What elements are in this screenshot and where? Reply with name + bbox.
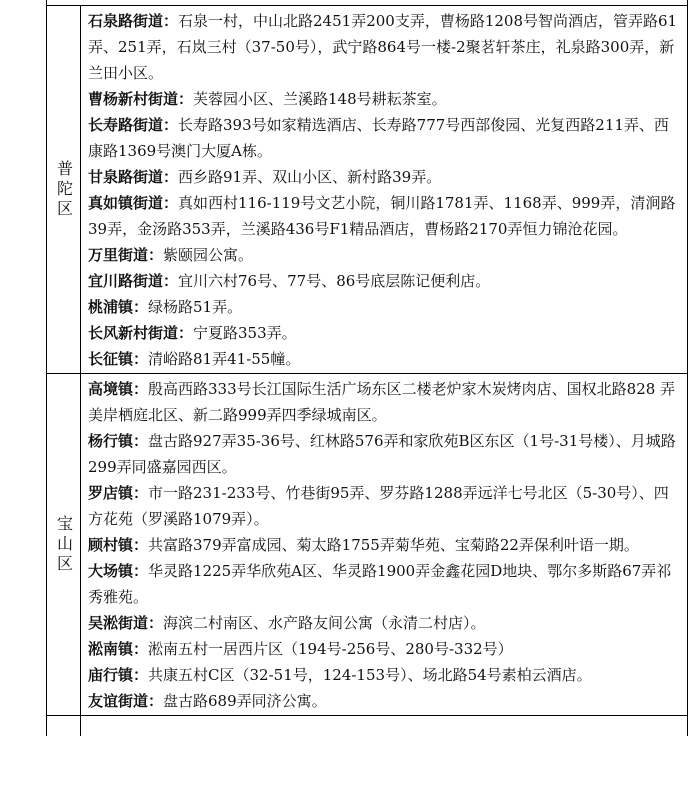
street-locations: 盘古路689弄同济公寓。	[163, 692, 327, 710]
street-locations: 市一路231-233号、竹巷街95弄、罗芬路1288弄远洋七号北区（5-30号）、四方花苑（罗溪路1079弄）。	[88, 484, 669, 528]
street-locations: 殷高西路333号长江国际生活广场东区二楼老炉家木炭烤肉店、国权北路828 弄美岸栖庭北区、新二路999弄四季绿城南区。	[88, 380, 676, 424]
street-label: 万里街道：	[88, 246, 164, 264]
district-cell	[47, 716, 81, 736]
street-entry	[88, 346, 681, 372]
street-locations: 共富路379弄富成园、菊太路1755弄菊华苑、宝菊路22弄保利叶语一期。	[148, 536, 639, 554]
street-locations: 华灵路1225弄华欣苑A区、华灵路1900弄金鑫花园D地块、鄂尔多斯路67弄祁秀雅苑。	[88, 562, 672, 606]
street-entry	[88, 112, 681, 164]
street-locations: 清峪路81弄41-55幢。	[148, 350, 301, 368]
street-entry	[88, 86, 681, 112]
street-locations: 共康五村C区（32-51号，124-153号）、场北路54号素柏云酒店。	[148, 666, 592, 684]
street-label: 淞南镇：	[88, 640, 149, 658]
street-label: 曹杨新村街道：	[88, 90, 194, 108]
street-entry	[88, 294, 681, 320]
street-entry	[88, 164, 681, 190]
street-entry	[88, 376, 681, 428]
street-locations: 宁夏路353弄。	[193, 324, 297, 342]
street-entry	[88, 532, 681, 558]
street-entry	[88, 242, 681, 268]
street-entry	[88, 190, 681, 242]
street-locations: 芙蓉园小区、兰溪路148号耕耘茶室。	[193, 90, 447, 108]
street-entry	[88, 480, 681, 532]
district-content	[81, 6, 687, 373]
street-label: 庙行镇：	[88, 666, 149, 684]
street-entry	[88, 268, 681, 294]
district-name: 宝山区	[54, 514, 74, 575]
street-entry	[88, 558, 681, 610]
street-locations: 石泉一村，中山北路2451弄200支弄，曹杨路1208号智尚酒店，管弄路61弄、251弄，石岚三村（37-50号），武宁路864号一楼-2聚茗轩茶庄，礼泉路300弄，新兰田小区。	[88, 12, 678, 82]
district-content	[81, 374, 687, 715]
street-label: 甘泉路街道：	[88, 168, 179, 186]
street-locations: 绿杨路51弄。	[148, 298, 243, 316]
street-locations: 海滨二村南区、水产路友间公寓（永清二村店）。	[163, 614, 486, 632]
street-locations: 真如西村116-119号文艺小院，铜川路1781弄、1168弄、999弄，清涧路39弄，金汤路353弄，兰溪路436号F1精品酒店，曹杨路2170弄恒力锦沧花园。	[88, 194, 676, 238]
street-entry	[88, 320, 681, 346]
next-row-partial	[47, 716, 687, 736]
street-locations: 西乡路91弄、双山小区、新村路39弄。	[178, 168, 442, 186]
street-label: 吴淞街道：	[88, 614, 164, 632]
street-label: 高境镇：	[88, 380, 149, 398]
street-entry	[88, 636, 681, 662]
street-label: 长征镇：	[88, 350, 149, 368]
street-label: 顾村镇：	[88, 536, 149, 554]
district-name: 普陀区	[54, 159, 74, 220]
street-label: 友谊街道：	[88, 692, 164, 710]
district-row	[47, 374, 687, 716]
street-entry	[88, 8, 681, 86]
street-locations: 长寿路393号如家精选酒店、长寿路777号西部俊园、光复西路211弄、西康路1369号澳门大厦A栋。	[88, 116, 669, 160]
street-entry	[88, 662, 681, 688]
street-label: 长寿路街道：	[88, 116, 179, 134]
street-locations: 淞南五村一居西片区（194号-256号、280号-332号）	[148, 640, 513, 658]
district-cell	[47, 6, 81, 373]
street-label: 真如镇街道：	[88, 194, 179, 212]
street-label: 罗店镇：	[88, 484, 149, 502]
street-label: 长风新村街道：	[88, 324, 194, 342]
street-entry	[88, 688, 681, 714]
district-row	[47, 5, 687, 374]
district-cell	[47, 374, 81, 715]
street-locations: 盘古路927弄35-36号、红林路576弄和家欣苑B区东区（1号-31号楼）、月城路299弄同盛嘉园西区。	[88, 432, 676, 476]
street-locations: 宜川六村76号、77号、86号底层陈记便利店。	[178, 272, 491, 290]
district-table	[46, 0, 688, 736]
street-label: 宜川路街道：	[88, 272, 179, 290]
street-locations: 紫颐园公寓。	[163, 246, 254, 264]
street-label: 杨行镇：	[88, 432, 149, 450]
street-label: 桃浦镇：	[88, 298, 149, 316]
street-entry	[88, 428, 681, 480]
street-label: 石泉路街道：	[88, 12, 179, 30]
street-entry	[88, 610, 681, 636]
street-label: 大场镇：	[88, 562, 149, 580]
